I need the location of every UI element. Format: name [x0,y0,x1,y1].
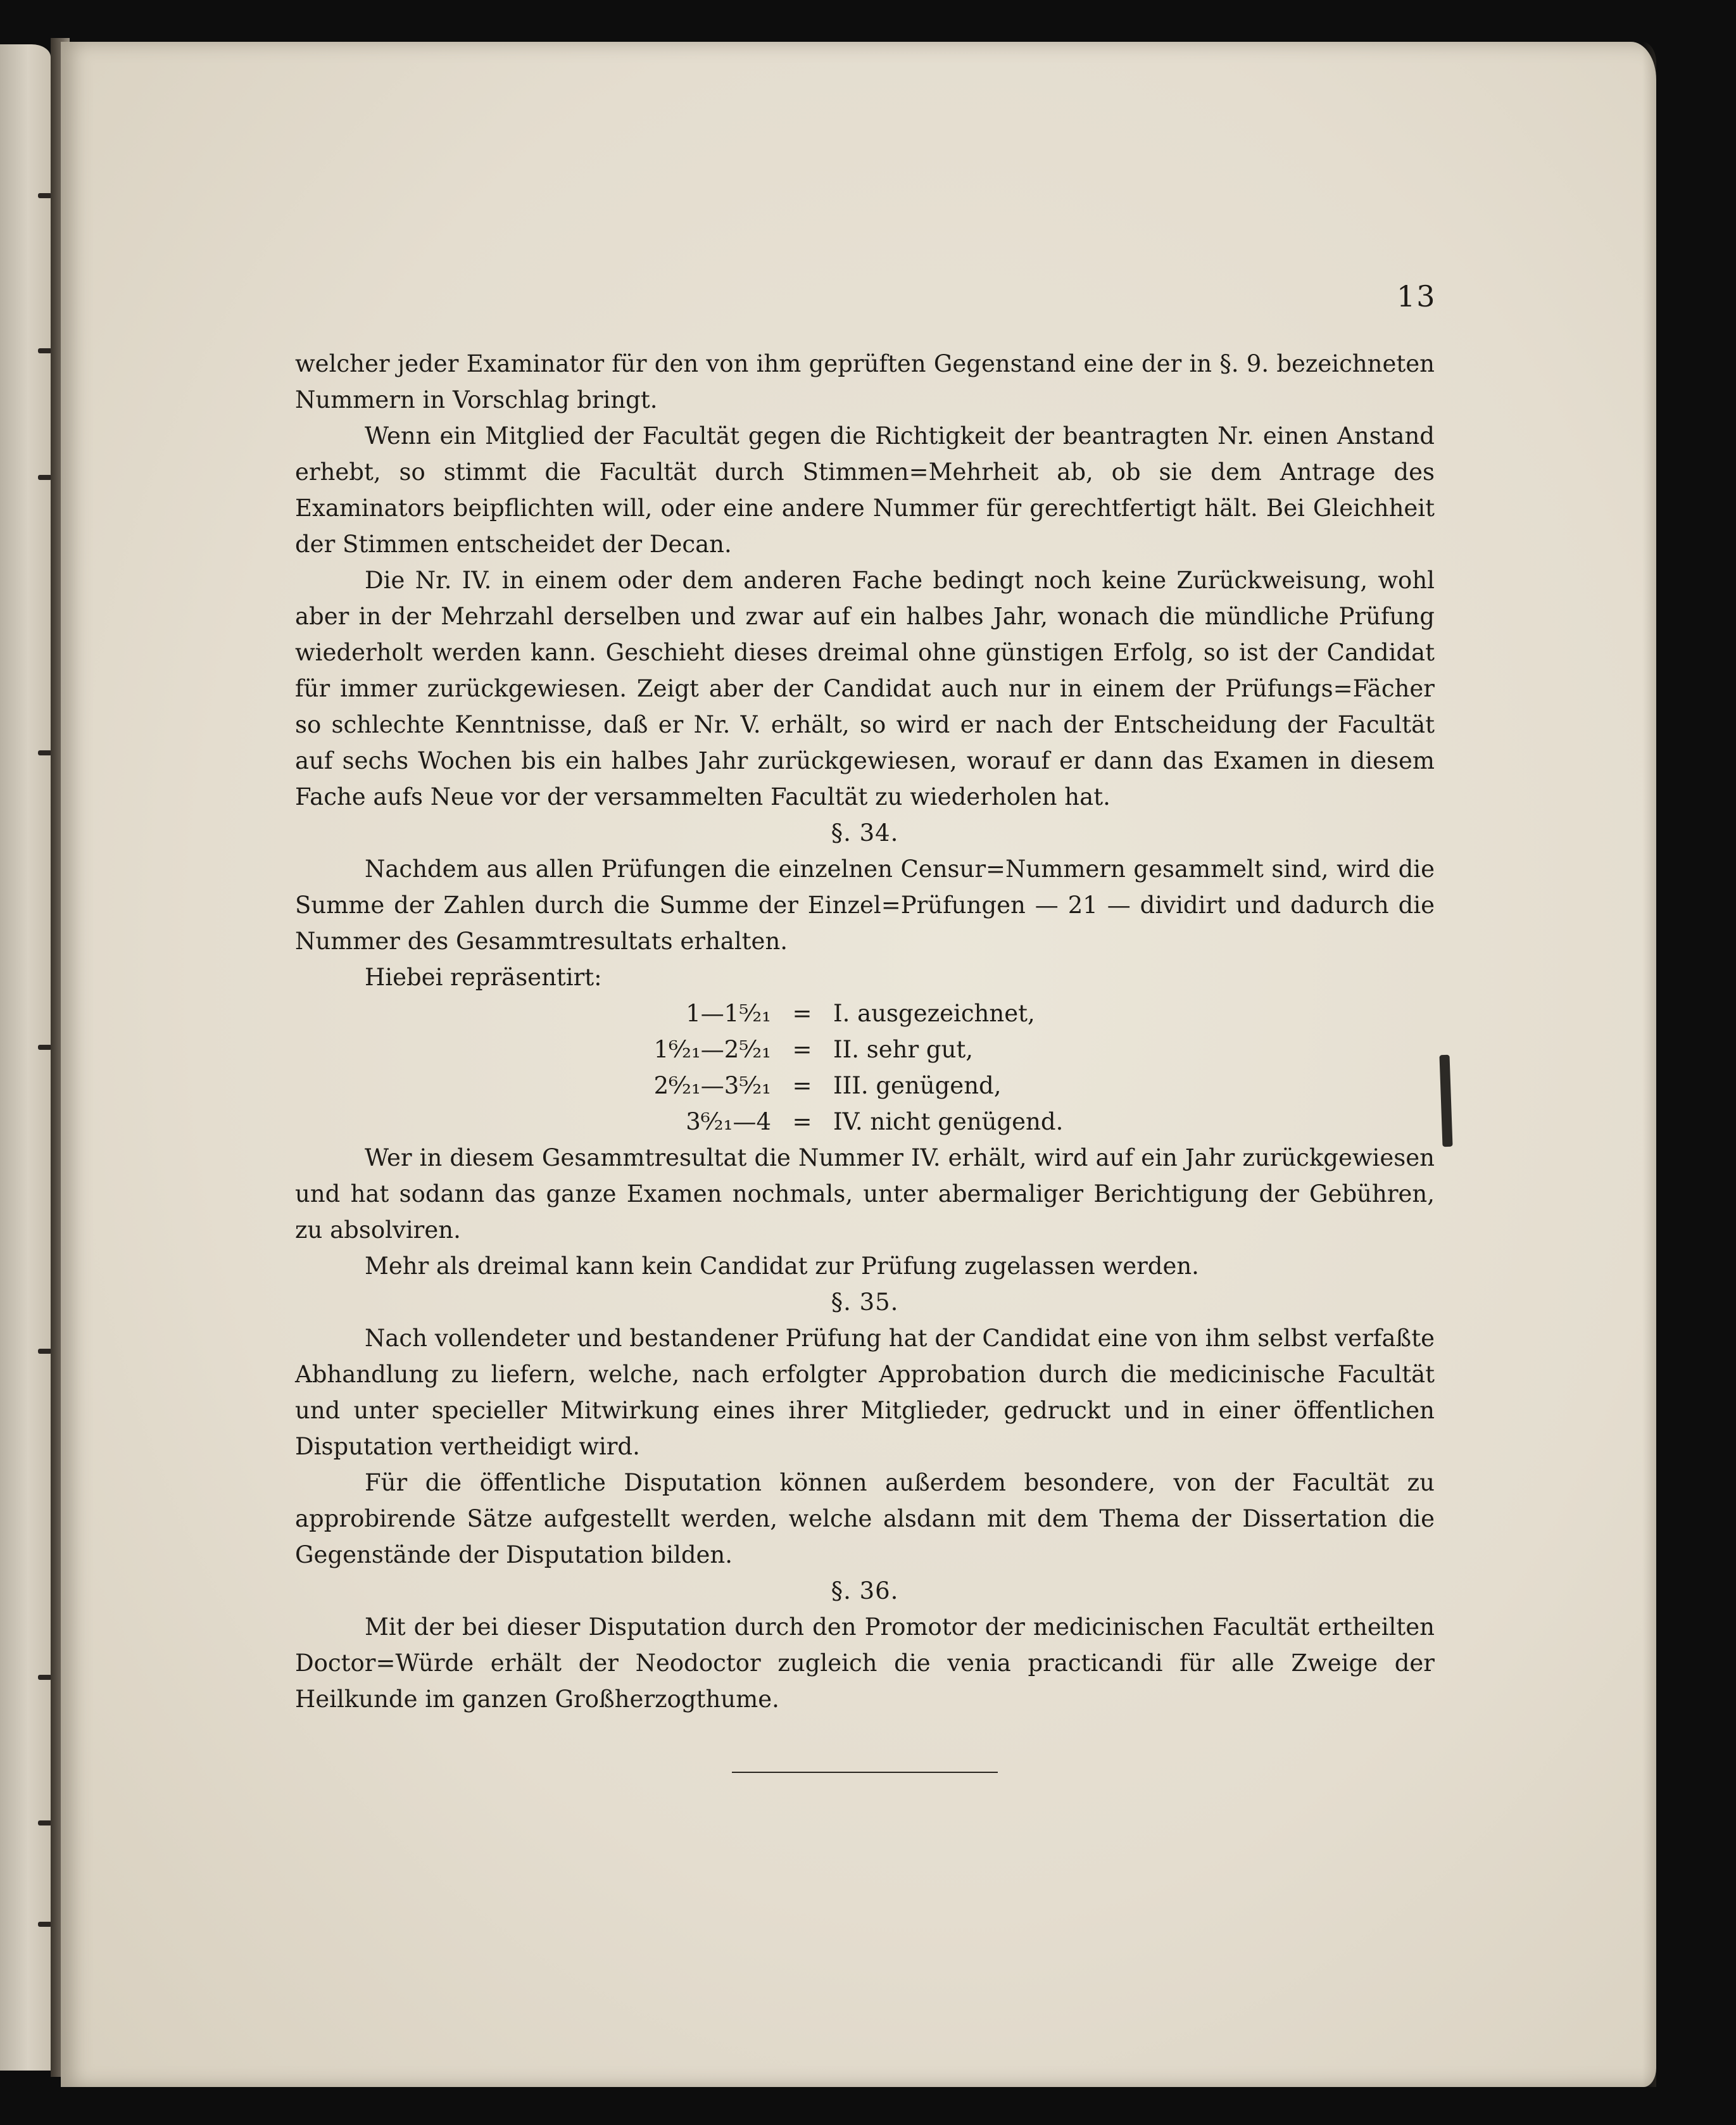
section-heading: §. 36. [831,1577,899,1605]
binding-stitch [38,475,52,480]
paragraph: Hiebei repräsentirt: [365,964,602,991]
paragraph: Die Nr. IV. in einem oder dem anderen Fache bedingt noch keine Zurückweisung, wohl aber in der Mehrzahl derselben und zwar auf ein halbes Jahr, wonach die mündliche Prüfung wiederholt werden kann. Geschieht dieses dreimal ohne günstigen Erfolg, so ist der Candidat für immer zurückgewiesen. Zeigt aber der Candidat auch nur in einem der Prüfungs=Fächer so schlechte Kenntnisse, daß er Nr. V. erhält, so wird er nach der Entscheidung der Facultät auf sechs Wochen bis ein halbes Jahr zurückgewiesen, worauf er dann das Examen in diesem Fache aufs Neue vor der versammelten Facultät zu wiederholen hat. [295,567,1435,810]
paragraph: Mehr als dreimal kann kein Candidat zur Prüfung zugelassen werden. [365,1252,1199,1280]
closing-rule [732,1772,998,1773]
equals-sign: = [792,1108,812,1135]
binding-stitch [38,193,52,198]
grade-range: 1—1⁵⁄₂₁ [686,1000,771,1027]
grade-range: 3⁶⁄₂₁—4 [686,1108,771,1135]
paragraph: Nach vollendeter und bestandener Prüfung hat der Candidat eine von ihm selbst verfaßte Abhandlung zu liefern, welche, nach erfolgter Approbation durch die medicinische Facultät und unter specieller Mitwirkung eines ihrer Mitglieder, gedruckt und in einer öffentlichen Disputation vertheidigt wird. [295,1325,1435,1460]
grade-label: I. ausgezeichnet, [833,1000,1035,1027]
page-number: 13 [1397,279,1437,313]
grade-label: IV. nicht genügend. [833,1108,1064,1135]
section-heading: §. 34. [831,819,899,847]
grade-range: 2⁶⁄₂₁—3⁵⁄₂₁ [653,1072,771,1099]
margin-ink-mark [1439,1055,1452,1147]
grade-label: III. genügend, [833,1072,1002,1099]
binding-stitch [38,750,52,755]
grade-range: 1⁶⁄₂₁—2⁵⁄₂₁ [653,1036,771,1063]
grade-row [295,995,1435,1031]
binding-stitch [38,1922,52,1927]
grade-table [295,995,1435,1140]
grade-row [295,1068,1435,1104]
left-page-edge [0,44,51,2071]
binding-stitch [38,1675,52,1680]
paragraph: Nachdem aus allen Prüfungen die einzelnen Censur=Nummern gesammelt sind, wird die Summe der Zahlen durch die Summe der Einzel=Prüfungen — 21 — dividirt und dadurch die Nummer des Gesammtresultats erhalten. [295,855,1435,955]
document-page [61,42,1656,2087]
paragraph: Wer in diesem Gesammtresultat die Nummer IV. erhält, wird auf ein Jahr zurückgewiesen und hat sodann das ganze Examen nochmals, unter abermaliger Berichtigung der Gebühren, zu absolviren. [295,1144,1435,1244]
grade-row [295,1104,1435,1140]
equals-sign: = [792,1000,812,1027]
binding-stitch [38,1045,52,1050]
grade-row [295,1031,1435,1068]
page-body [295,346,1435,1773]
section-heading: §. 35. [831,1289,899,1316]
equals-sign: = [792,1036,812,1063]
paragraph: welcher jeder Examinator für den von ihm geprüften Gegenstand eine der in §. 9. bezeichneten Nummern in Vorschlag bringt. [295,350,1435,413]
binding-stitch [38,348,52,353]
paragraph: Für die öffentliche Disputation können außerdem besondere, von der Facultät zu approbirende Sätze aufgestellt werden, welche alsdann mit dem Thema der Dissertation die Gegenstände der Disputation bilden. [295,1469,1435,1568]
equals-sign: = [792,1072,812,1099]
page-edge-shadow [1642,42,1656,2087]
paragraph: Wenn ein Mitglied der Facultät gegen die Richtigkeit der beantragten Nr. einen Anstand erhebt, so stimmt die Facultät durch Stimmen=Mehrheit ab, ob sie dem Antrage des Examinators beipflichten will, oder eine andere Nummer für gerechtfertigt hält. Bei Gleichheit der Stimmen entscheidet der Decan. [295,422,1435,558]
binding-stitch [38,1349,52,1354]
binding-stitch [38,1820,52,1825]
paragraph: Mit der bei dieser Disputation durch den Promotor der medicinischen Facultät ertheilten Doctor=Würde erhält der Neodoctor zugleich die venia practicandi für alle Zweige der Heilkunde im ganzen Großherzogthume. [295,1613,1435,1713]
grade-label: II. sehr gut, [833,1036,974,1063]
